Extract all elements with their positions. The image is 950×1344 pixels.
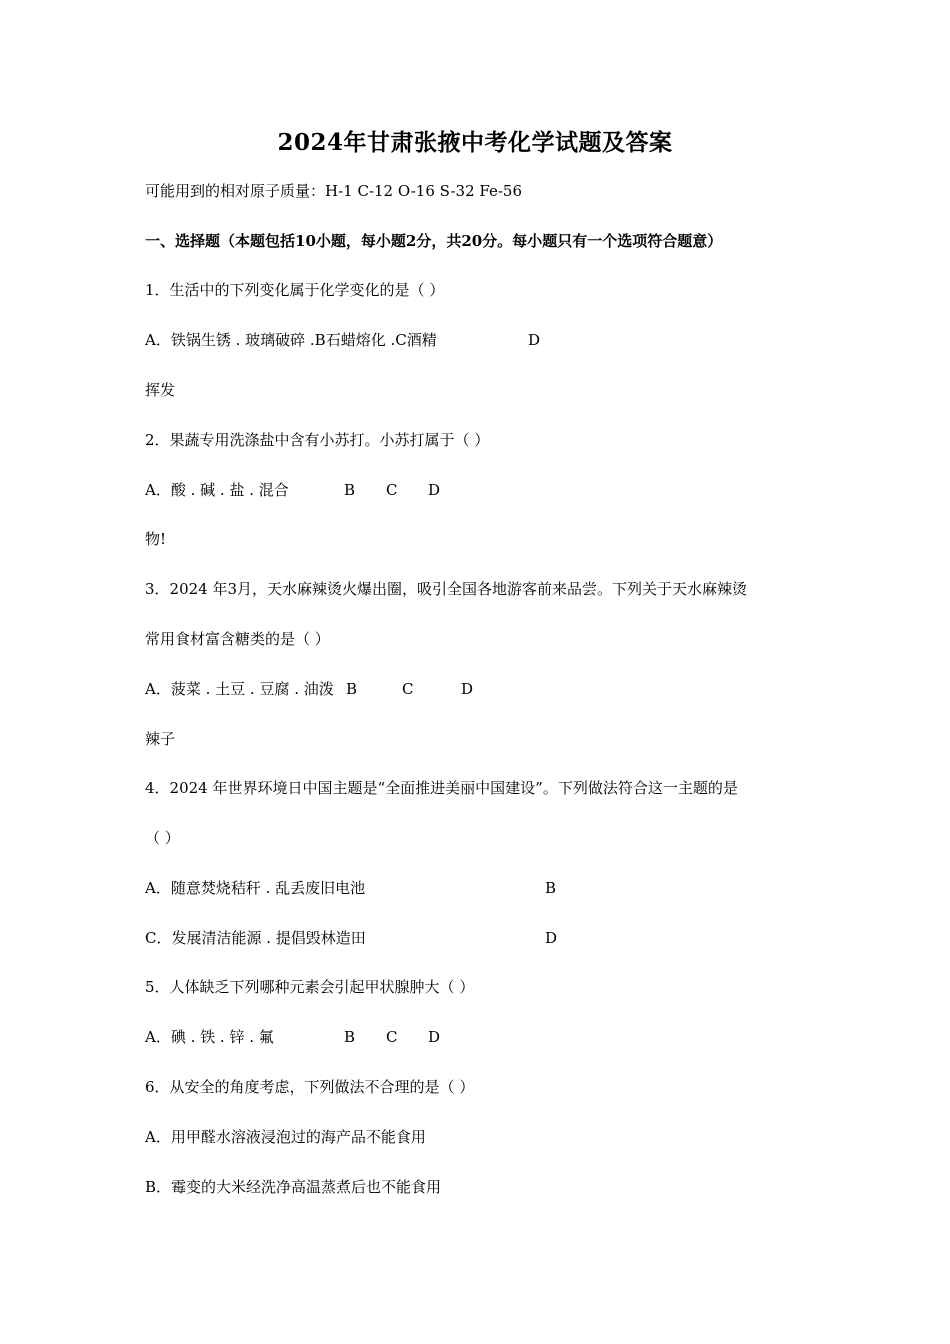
question-5-stem: 5．人体缺乏下列哪种元素会引起甲状腺肿大（ ） <box>145 978 475 996</box>
question-5-letter-b: B <box>344 1028 356 1046</box>
question-1-options-text: A．铁锅生锈 . 玻璃破碎 .B石蜡熔化 .C酒精 <box>145 331 437 349</box>
question-2-stem: 2．果蔬专用洗涤盐中含有小苏打。小苏打属于（ ） <box>145 431 490 449</box>
question-3-stem-line-2: 常用食材富含糖类的是（ ） <box>145 630 330 648</box>
question-6-option-b: B．霉变的大米经洗净高温蒸煮后也不能食用 <box>145 1178 442 1196</box>
question-4-letter-d: D <box>545 929 558 947</box>
question-2-letter-c: C <box>386 481 398 499</box>
question-3-continuation: 辣子 <box>145 730 176 748</box>
question-4-option-cd: C．发展清洁能源 . 提倡毁林造田 <box>145 929 366 947</box>
question-2-letter-b: B <box>344 481 356 499</box>
question-3-options: A．菠菜 . 土豆 . 豆腐 . 油泼 <box>145 680 334 698</box>
question-2-options: A．酸 . 碱 . 盐 . 混合 <box>145 481 289 499</box>
question-6-stem: 6．从安全的角度考虑，下列做法不合理的是（ ） <box>145 1078 475 1096</box>
question-2-continuation: 物! <box>145 530 167 548</box>
question-3-letter-c: C <box>402 680 414 698</box>
section-heading: 一、选择题（本题包括10小题，每小题2分，共20分。每小题只有一个选项符合题意） <box>145 232 723 250</box>
question-3-letter-b: B <box>346 680 358 698</box>
question-1-continuation: 挥发 <box>145 381 176 399</box>
question-5-letter-c: C <box>386 1028 398 1046</box>
question-4-option-ab: A．随意焚烧秸秆 . 乱丢废旧电池 <box>145 879 366 897</box>
question-1-letter-d: D <box>528 331 541 349</box>
question-6-option-a: A．用甲醛水溶液浸泡过的海产品不能食用 <box>145 1128 426 1146</box>
question-4-stem-line-2: （ ） <box>145 829 180 847</box>
question-5-options: A．碘 . 铁 . 锌 . 氟 <box>145 1028 274 1046</box>
question-3-letter-d: D <box>461 680 474 698</box>
question-4-stem-line-1: 4．2024 年世界环境日中国主题是“全面推进美丽中国建设”。下列做法符合这一主题的是 <box>145 779 738 797</box>
question-3-stem-line-1: 3．2024 年3月，天水麻辣烫火爆出圈，吸引全国各地游客前来品尝。下列关于天水麻辣烫 <box>145 580 748 598</box>
question-4-letter-b: B <box>545 879 557 897</box>
question-2-letter-d: D <box>428 481 441 499</box>
question-1-stem: 1．生活中的下列变化属于化学变化的是（ ） <box>145 281 445 299</box>
question-1-options <box>145 330 437 350</box>
atomic-mass-line: 可能用到的相对原子质量：H-1 C-12 O-16 S-32 Fe-56 <box>145 182 523 200</box>
page-title: 2024年甘肃张掖中考化学试题及答案 <box>277 129 673 156</box>
question-5-letter-d: D <box>428 1028 441 1046</box>
